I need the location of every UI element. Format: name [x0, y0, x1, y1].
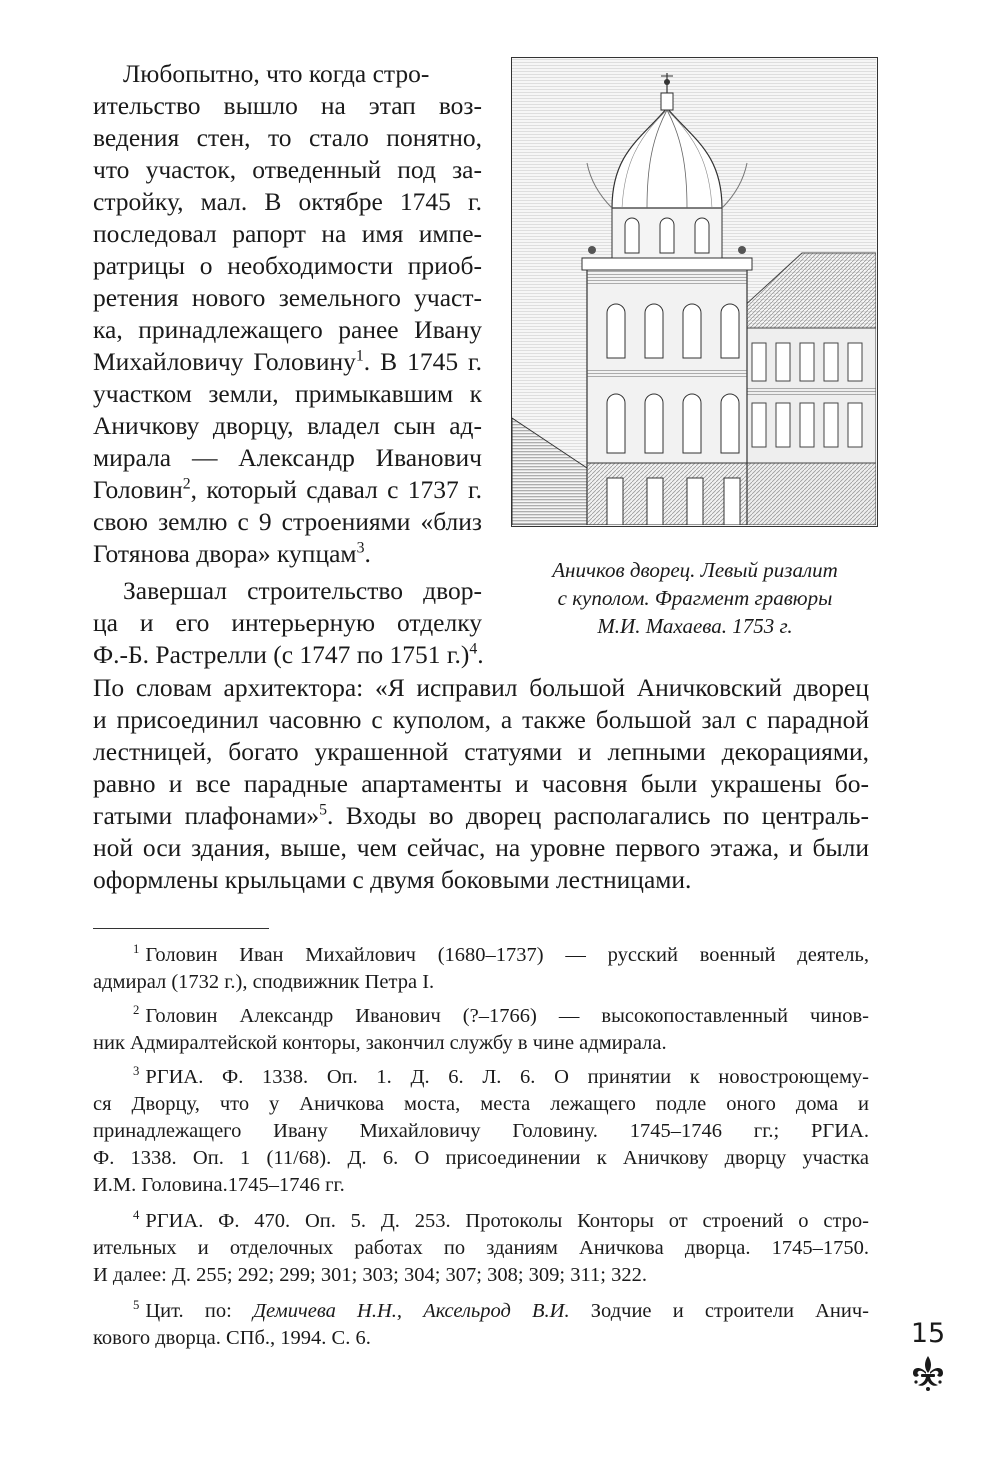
body-text-line: ца и его интерьерную отделку: [93, 608, 482, 637]
footnote-ref[interactable]: 3: [356, 539, 365, 557]
body-text-line: мирала — Александр Иванович: [93, 443, 482, 472]
body-text-line: Готянова двора» купцам$^3$.: [93, 539, 371, 568]
footnote-ref[interactable]: 2: [182, 475, 191, 493]
footnote-line: кового дворца. СПб., 1994. С. 6.: [93, 1327, 371, 1349]
footnote-line: $^1$ Головин Иван Михайлович (1680–1737) — русский военный деятель,: [133, 942, 869, 966]
body-text-line: участком земли, примыкавшим к: [93, 379, 482, 408]
figure-caption-line: Аничков дворец. Левый ризалит: [552, 558, 838, 582]
body-text-line: Завершал строительство двор-: [123, 576, 482, 605]
fleur-de-lis-ornament-icon: [908, 1352, 948, 1392]
footnote-line: $^3$ РГИА. Ф. 1338. Оп. 1. Д. 6. Л. 6. О принятии к новостроющему-: [133, 1064, 869, 1088]
engraving-figure: [511, 57, 878, 527]
body-text-line: ка, принадлежащего ранее Ивану: [93, 315, 482, 344]
body-text-line: Головин$^2$, который сдавал с 1737 г.: [93, 475, 482, 504]
footnote-line: Ф. 1338. Оп. 1 (11/68). Д. 6. О присоединении к Аничкову дворцу участка: [93, 1147, 869, 1169]
body-text-line: Аничкову дворцу, владел сын ад-: [93, 411, 482, 440]
palace-engraving-image: [512, 58, 876, 525]
footnote-number: 4: [133, 1208, 140, 1223]
footnote-line: ительных и отделочных работах по зданиям Аничкова дворца. 1745–1750.: [93, 1237, 869, 1259]
body-text-line: По словам архитектора: «Я исправил большой Аничковский дворец: [93, 673, 869, 702]
body-text-line: равно и все парадные апартаменты и часовня были украшены бо-: [93, 769, 869, 798]
body-text-line: последовал рапорт на имя импе-: [93, 219, 482, 248]
body-text-line: ратрицы о необходимости приоб-: [93, 251, 482, 280]
footnote-number: 3: [133, 1064, 140, 1079]
footnote-line: ник Адмиралтейской конторы, закончил службу в чине адмирала.: [93, 1032, 667, 1054]
body-text-line: ретения нового земельного участ-: [93, 283, 482, 312]
body-text-line: ной оси здания, выше, чем сейчас, на уровне первого этажа, и были: [93, 833, 869, 862]
body-text-line: свою землю с 9 строениями «близ: [93, 507, 482, 536]
body-text-line: Ф.-Б. Растрелли (с 1747 по 1751 г.)$^4$.: [93, 640, 484, 669]
body-text-line: ительство вышло на этап воз-: [93, 91, 482, 120]
body-text-line: и присоединил часовню с куполом, а также большой зал с парадной: [93, 705, 869, 734]
body-text-line: что участок, отведенный под за-: [93, 155, 482, 184]
page-number: 15: [910, 1318, 946, 1349]
footnote-line: адмирал (1732 г.), сподвижник Петра I.: [93, 971, 435, 993]
footnote-line: $^4$ РГИА. Ф. 470. Оп. 5. Д. 253. Протоколы Конторы от строений о стро-: [133, 1208, 869, 1232]
footnote-number: 2: [133, 1003, 140, 1018]
footnote-number: 5: [133, 1298, 140, 1313]
body-text-line: лестницей, богато украшенной статуями и лепными декорациями,: [93, 737, 869, 766]
footnote-line: $^5$ Цит. по: Демичева Н.Н., Аксельрод В.И. Зодчие и строители Анич-: [133, 1298, 869, 1322]
figure-caption-line: М.И. Махаева. 1753 г.: [597, 614, 793, 638]
footnote-line: $^2$ Головин Александр Иванович (?–1766) — высокопоставленный чинов-: [133, 1003, 869, 1027]
footnote-number: 1: [133, 942, 140, 957]
footnote-line: ся Дворцу, что у Аничкова моста, места лежащего подле оного дома и: [93, 1093, 869, 1115]
footnote-ref[interactable]: 4: [469, 640, 478, 658]
footnote-ref[interactable]: 5: [319, 801, 327, 819]
footnote-separator: [93, 928, 269, 929]
footnote-line: принадлежащего Ивану Михайловичу Головину. 1745–1746 гг.; РГИА.: [93, 1120, 869, 1142]
figure-caption-line: с куполом. Фрагмент гравюры: [557, 586, 833, 610]
body-text-line: ведения стен, то стало понятно,: [93, 123, 482, 152]
footnote-line: И далее: Д. 255; 292; 299; 301; 303; 304; 307; 308; 309; 311; 322.: [93, 1264, 647, 1286]
body-text-line: гатыми плафонами»$^5$. Входы во дворец располагались по централь-: [93, 801, 869, 830]
body-text-line: Михайловичу Головину$^1$. В 1745 г.: [93, 347, 482, 376]
body-text-line: оформлены крыльцами с двумя боковыми лестницами.: [93, 865, 692, 894]
body-text-line: Любопытно, что когда стро-: [123, 59, 430, 88]
footnote-ref[interactable]: 1: [355, 347, 364, 365]
body-text-line: стройку, мал. В октябре 1745 г.: [93, 187, 482, 216]
footnote-line: И.М. Головина.1745–1746 гг.: [93, 1174, 345, 1196]
